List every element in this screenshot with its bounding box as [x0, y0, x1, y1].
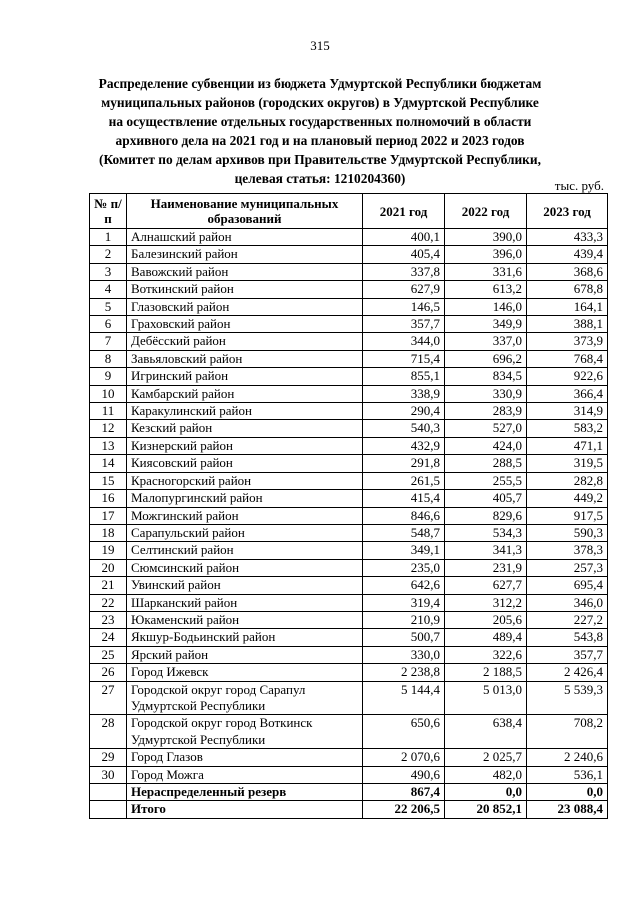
cell-municipality: Город Ижевск [127, 664, 363, 681]
table-body [90, 229, 608, 819]
cell-number: 24 [90, 629, 127, 646]
cell-municipality: Сюмсинский район [127, 559, 363, 576]
cell-number [90, 801, 127, 818]
cell-municipality: Итого [127, 801, 363, 818]
cell-value-2022: 482,0 [445, 766, 527, 783]
cell-value-2022: 396,0 [445, 246, 527, 263]
cell-value-2022: 829,6 [445, 507, 527, 524]
table-row [90, 368, 608, 385]
cell-number: 25 [90, 646, 127, 663]
table-row [90, 350, 608, 367]
cell-value-2021: 290,4 [363, 403, 445, 420]
cell-value-2022: 2 188,5 [445, 664, 527, 681]
cell-value-2022: 527,0 [445, 420, 527, 437]
cell-value-2023: 433,3 [527, 229, 608, 246]
table-row [90, 333, 608, 350]
cell-value-2021: 2 238,8 [363, 664, 445, 681]
cell-number: 26 [90, 664, 127, 681]
cell-value-2022: 424,0 [445, 437, 527, 454]
cell-value-2023: 0,0 [527, 784, 608, 801]
cell-value-2022: 337,0 [445, 333, 527, 350]
cell-value-2023: 922,6 [527, 368, 608, 385]
cell-value-2021: 338,9 [363, 385, 445, 402]
cell-number: 4 [90, 281, 127, 298]
cell-value-2023: 388,1 [527, 316, 608, 333]
cell-value-2021: 337,8 [363, 263, 445, 280]
cell-number: 3 [90, 263, 127, 280]
table-row [90, 646, 608, 663]
table-row [90, 385, 608, 402]
document-title [80, 74, 560, 188]
cell-municipality: Ярский район [127, 646, 363, 663]
cell-number: 21 [90, 577, 127, 594]
cell-municipality: Шарканский район [127, 594, 363, 611]
cell-value-2023: 471,1 [527, 437, 608, 454]
cell-value-2023: 319,5 [527, 455, 608, 472]
table-row [90, 611, 608, 628]
cell-value-2023: 346,0 [527, 594, 608, 611]
cell-value-2023: 368,6 [527, 263, 608, 280]
cell-value-2021: 235,0 [363, 559, 445, 576]
cell-value-2021: 2 070,6 [363, 749, 445, 766]
cell-value-2022: 330,9 [445, 385, 527, 402]
cell-value-2023: 366,4 [527, 385, 608, 402]
table-row [90, 472, 608, 489]
cell-value-2022: 341,3 [445, 542, 527, 559]
cell-number: 16 [90, 490, 127, 507]
cell-value-2022: 405,7 [445, 490, 527, 507]
cell-number: 10 [90, 385, 127, 402]
cell-value-2021: 146,5 [363, 298, 445, 315]
cell-value-2023: 257,3 [527, 559, 608, 576]
cell-value-2023: 917,5 [527, 507, 608, 524]
cell-municipality: Кезский район [127, 420, 363, 437]
cell-municipality: Алнашский район [127, 229, 363, 246]
cell-value-2022: 627,7 [445, 577, 527, 594]
cell-value-2023: 357,7 [527, 646, 608, 663]
cell-number: 7 [90, 333, 127, 350]
cell-value-2021: 291,8 [363, 455, 445, 472]
cell-value-2023: 2 426,4 [527, 664, 608, 681]
cell-value-2023: 678,8 [527, 281, 608, 298]
cell-value-2023: 449,2 [527, 490, 608, 507]
cell-value-2021: 650,6 [363, 715, 445, 749]
cell-value-2022: 489,4 [445, 629, 527, 646]
cell-municipality: Завьяловский район [127, 350, 363, 367]
cell-value-2023: 2 240,6 [527, 749, 608, 766]
title-line: на осуществление отдельных государственных полномочий в области [108, 114, 532, 129]
cell-value-2022: 349,9 [445, 316, 527, 333]
cell-value-2023: 5 539,3 [527, 681, 608, 715]
cell-value-2023: 708,2 [527, 715, 608, 749]
cell-value-2021: 357,7 [363, 316, 445, 333]
table-row [90, 507, 608, 524]
header-2023: 2023 год [527, 194, 608, 229]
table-header-row [90, 194, 608, 229]
cell-value-2022: 20 852,1 [445, 801, 527, 818]
table-row [90, 437, 608, 454]
cell-municipality: Камбарский район [127, 385, 363, 402]
cell-value-2023: 695,4 [527, 577, 608, 594]
table-row [90, 281, 608, 298]
table-row [90, 664, 608, 681]
cell-number: 11 [90, 403, 127, 420]
cell-value-2022: 834,5 [445, 368, 527, 385]
cell-number: 17 [90, 507, 127, 524]
cell-value-2022: 638,4 [445, 715, 527, 749]
cell-number: 12 [90, 420, 127, 437]
table-summary-row [90, 784, 608, 801]
table-row [90, 455, 608, 472]
cell-number: 2 [90, 246, 127, 263]
cell-value-2022: 696,2 [445, 350, 527, 367]
cell-municipality: Малопургинский район [127, 490, 363, 507]
table-row [90, 577, 608, 594]
cell-value-2021: 319,4 [363, 594, 445, 611]
cell-number [90, 784, 127, 801]
cell-value-2023: 282,8 [527, 472, 608, 489]
cell-municipality: Воткинский район [127, 281, 363, 298]
cell-value-2022: 205,6 [445, 611, 527, 628]
table-row [90, 246, 608, 263]
cell-number: 28 [90, 715, 127, 749]
cell-value-2022: 146,0 [445, 298, 527, 315]
table-row [90, 263, 608, 280]
cell-number: 8 [90, 350, 127, 367]
cell-municipality: Сарапульский район [127, 524, 363, 541]
cell-number: 19 [90, 542, 127, 559]
cell-municipality: Кизнерский район [127, 437, 363, 454]
cell-value-2022: 0,0 [445, 784, 527, 801]
cell-value-2021: 344,0 [363, 333, 445, 350]
cell-municipality: Красногорский район [127, 472, 363, 489]
cell-value-2023: 23 088,4 [527, 801, 608, 818]
cell-value-2021: 330,0 [363, 646, 445, 663]
cell-municipality: Каракулинский район [127, 403, 363, 420]
cell-municipality: Дебёсский район [127, 333, 363, 350]
cell-value-2021: 867,4 [363, 784, 445, 801]
cell-value-2021: 432,9 [363, 437, 445, 454]
cell-number: 30 [90, 766, 127, 783]
cell-value-2021: 261,5 [363, 472, 445, 489]
cell-municipality: Глазовский район [127, 298, 363, 315]
cell-value-2023: 378,3 [527, 542, 608, 559]
cell-municipality: Якшур-Бодьинский район [127, 629, 363, 646]
cell-value-2021: 855,1 [363, 368, 445, 385]
header-no: № п/п [90, 194, 127, 229]
cell-value-2021: 548,7 [363, 524, 445, 541]
cell-municipality: Город Глазов [127, 749, 363, 766]
cell-value-2021: 500,7 [363, 629, 445, 646]
cell-value-2021: 490,6 [363, 766, 445, 783]
cell-number: 13 [90, 437, 127, 454]
table-row [90, 229, 608, 246]
table-row [90, 420, 608, 437]
cell-number: 6 [90, 316, 127, 333]
cell-value-2021: 642,6 [363, 577, 445, 594]
cell-municipality: Увинский район [127, 577, 363, 594]
cell-number: 22 [90, 594, 127, 611]
table-row [90, 524, 608, 541]
cell-value-2022: 312,2 [445, 594, 527, 611]
table-row [90, 766, 608, 783]
cell-value-2023: 373,9 [527, 333, 608, 350]
cell-value-2023: 543,8 [527, 629, 608, 646]
cell-value-2021: 400,1 [363, 229, 445, 246]
cell-value-2021: 5 144,4 [363, 681, 445, 715]
table-row [90, 403, 608, 420]
cell-value-2021: 627,9 [363, 281, 445, 298]
cell-municipality: Городской округ город Сарапул Удмуртской Республики [127, 681, 363, 715]
cell-value-2023: 583,2 [527, 420, 608, 437]
cell-number: 23 [90, 611, 127, 628]
cell-number: 15 [90, 472, 127, 489]
title-line: Распределение субвенции из бюджета Удмуртской Республики бюджетам [98, 76, 542, 91]
table-row [90, 490, 608, 507]
cell-number: 14 [90, 455, 127, 472]
cell-number: 27 [90, 681, 127, 715]
page-number: 315 [310, 38, 330, 53]
header-2021: 2021 год [363, 194, 445, 229]
cell-value-2021: 22 206,5 [363, 801, 445, 818]
cell-number: 1 [90, 229, 127, 246]
cell-value-2022: 2 025,7 [445, 749, 527, 766]
cell-value-2021: 349,1 [363, 542, 445, 559]
table-row [90, 298, 608, 315]
cell-municipality: Граховский район [127, 316, 363, 333]
cell-value-2021: 540,3 [363, 420, 445, 437]
cell-value-2023: 227,2 [527, 611, 608, 628]
table-row [90, 542, 608, 559]
cell-value-2023: 439,4 [527, 246, 608, 263]
table-row [90, 681, 608, 715]
cell-municipality: Юкаменский район [127, 611, 363, 628]
title-line: (Комитет по делам архивов при Правительстве Удмуртской Республики, [99, 152, 541, 167]
cell-value-2021: 715,4 [363, 350, 445, 367]
cell-value-2022: 322,6 [445, 646, 527, 663]
table-row [90, 559, 608, 576]
cell-value-2023: 314,9 [527, 403, 608, 420]
cell-value-2022: 390,0 [445, 229, 527, 246]
units-label: тыс. руб. [554, 178, 604, 193]
cell-value-2022: 255,5 [445, 472, 527, 489]
cell-municipality: Город Можга [127, 766, 363, 783]
cell-municipality: Можгинский район [127, 507, 363, 524]
cell-value-2023: 590,3 [527, 524, 608, 541]
cell-value-2021: 405,4 [363, 246, 445, 263]
cell-municipality: Киясовский район [127, 455, 363, 472]
cell-municipality: Балезинский район [127, 246, 363, 263]
cell-municipality: Игринский район [127, 368, 363, 385]
header-name: Наименование муниципальных образований [127, 194, 363, 229]
header-2022: 2022 год [445, 194, 527, 229]
cell-number: 20 [90, 559, 127, 576]
cell-value-2023: 768,4 [527, 350, 608, 367]
cell-value-2022: 534,3 [445, 524, 527, 541]
cell-municipality: Селтинский район [127, 542, 363, 559]
cell-value-2023: 164,1 [527, 298, 608, 315]
table-row [90, 749, 608, 766]
cell-number: 9 [90, 368, 127, 385]
table-summary-row [90, 801, 608, 818]
cell-value-2022: 283,9 [445, 403, 527, 420]
subvention-table [89, 193, 608, 819]
title-line: архивного дела на 2021 год и на плановый период 2022 и 2023 годов [115, 133, 525, 148]
cell-municipality: Вавожский район [127, 263, 363, 280]
table-row [90, 715, 608, 749]
cell-value-2022: 613,2 [445, 281, 527, 298]
cell-value-2021: 415,4 [363, 490, 445, 507]
cell-number: 18 [90, 524, 127, 541]
cell-number: 5 [90, 298, 127, 315]
cell-value-2022: 231,9 [445, 559, 527, 576]
cell-municipality: Городской округ город Воткинск Удмуртской Республики [127, 715, 363, 749]
table-row [90, 594, 608, 611]
table-row [90, 629, 608, 646]
cell-value-2022: 5 013,0 [445, 681, 527, 715]
cell-value-2023: 536,1 [527, 766, 608, 783]
cell-value-2021: 846,6 [363, 507, 445, 524]
title-line: целевая статья: 1210204360) [234, 171, 406, 186]
cell-value-2021: 210,9 [363, 611, 445, 628]
cell-value-2022: 288,5 [445, 455, 527, 472]
cell-municipality: Нераспределенный резерв [127, 784, 363, 801]
table-row [90, 316, 608, 333]
cell-number: 29 [90, 749, 127, 766]
cell-value-2022: 331,6 [445, 263, 527, 280]
title-line: муниципальных районов (городских округов) в Удмуртской Республике [101, 95, 539, 110]
